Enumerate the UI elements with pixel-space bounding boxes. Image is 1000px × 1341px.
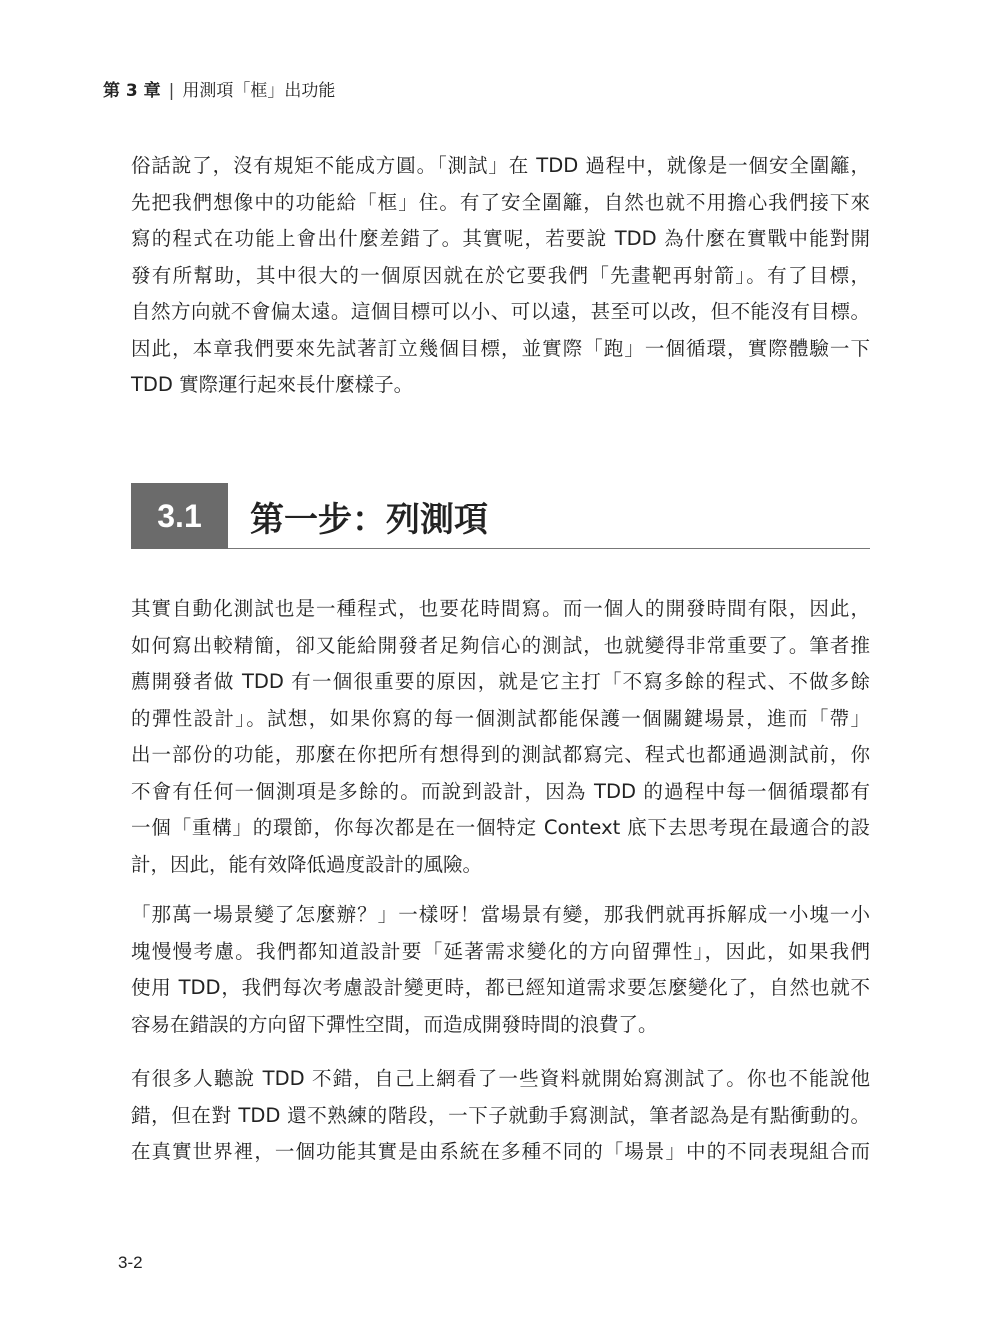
text-line: 計，因此，能有效降低過度設計的風險。	[131, 852, 483, 876]
text-line: 其實自動化測試也是一種程式，也要花時間寫。而一個人的開發時間有限，因此，	[131, 597, 870, 620]
text-line: 一個「重構」的環節，你每次都是在一個特定 Context 底下去思考現在最適合的設	[131, 816, 870, 839]
running-header	[103, 76, 335, 101]
chapter-label: 第 3 章	[103, 81, 161, 101]
text-line: 俗話說了，沒有規矩不能成方圓。「測試」在 TDD 過程中，就像是一個安全圍籬，	[131, 154, 870, 177]
text-line: 使用 TDD，我們每次考慮設計變更時，都已經知道需求要怎麼變化了，自然也就不	[131, 976, 870, 999]
text-line: 自然方向就不會偏太遠。這個目標可以小、可以遠，甚至可以改，但不能沒有目標。	[131, 300, 870, 323]
text-line: 薦開發者做 TDD 有一個很重要的原因，就是它主打「不寫多餘的程式、不做多餘	[131, 670, 870, 693]
body-paragraph-3	[131, 1061, 870, 1171]
chapter-title: 用測項「框」出功能	[182, 81, 336, 101]
text-line: 有很多人聽說 TDD 不錯，自己上網看了一些資料就開始寫測試了。你也不能說他	[131, 1067, 870, 1090]
text-line: 塊慢慢考慮。我們都知道設計要「延著需求變化的方向留彈性」，因此，如果我們	[131, 939, 870, 963]
text-line: 如何寫出較精簡，卻又能給開發者足夠信心的測試，也就變得非常重要了。筆者推	[131, 633, 870, 657]
text-line: 因此，本章我們要來先試著訂立幾個目標，並實際「跑」一個循環，實際體驗一下	[131, 336, 870, 360]
section-title: 第一步：列測項	[250, 500, 488, 540]
text-line: 「那萬一場景變了怎麼辦？」一樣呀！當場景有變，那我們就再拆解成一小塊一小	[131, 903, 870, 926]
header-separator: |	[168, 81, 175, 101]
text-line: 錯，但在對 TDD 還不熟練的階段，一下子就動手寫測試，筆者認為是有點衝動的。	[131, 1103, 870, 1127]
text-line: 先把我們想像中的功能給「框」住。有了安全圍籬，自然也就不用擔心我們接下來	[131, 190, 870, 214]
section-rule	[228, 548, 870, 549]
text-line: 寫的程式在功能上會出什麼差錯了。其實呢，若要說 TDD 為什麼在實戰中能對開	[131, 227, 870, 250]
intro-paragraph	[131, 148, 870, 404]
text-line: 發有所幫助，其中很大的一個原因就在於它要我們「先畫靶再射箭」。有了目標，	[131, 263, 870, 287]
text-line: TDD 實際運行起來長什麼樣子。	[131, 373, 414, 396]
text-line: 容易在錯誤的方向留下彈性空間，而造成開發時間的浪費了。	[131, 1012, 658, 1036]
text-line: 出一部份的功能，那麼在你把所有想得到的測試都寫完、程式也都通過測試前，你	[131, 743, 870, 766]
text-line: 不會有任何一個測項是多餘的。而說到設計，因為 TDD 的過程中每一個循環都有	[131, 779, 870, 803]
body-paragraph-2	[131, 897, 870, 1043]
text-line: 的彈性設計」。試想，如果你寫的每一個測試都能保護一個關鍵場景，進而「帶」	[131, 706, 870, 730]
section-number: 3.1	[131, 483, 228, 549]
page-number: 3-2	[118, 1253, 143, 1272]
text-line: 在真實世界裡，一個功能其實是由系統在多種不同的「場景」中的不同表現組合而	[131, 1140, 870, 1163]
body-paragraph-1	[131, 591, 870, 883]
